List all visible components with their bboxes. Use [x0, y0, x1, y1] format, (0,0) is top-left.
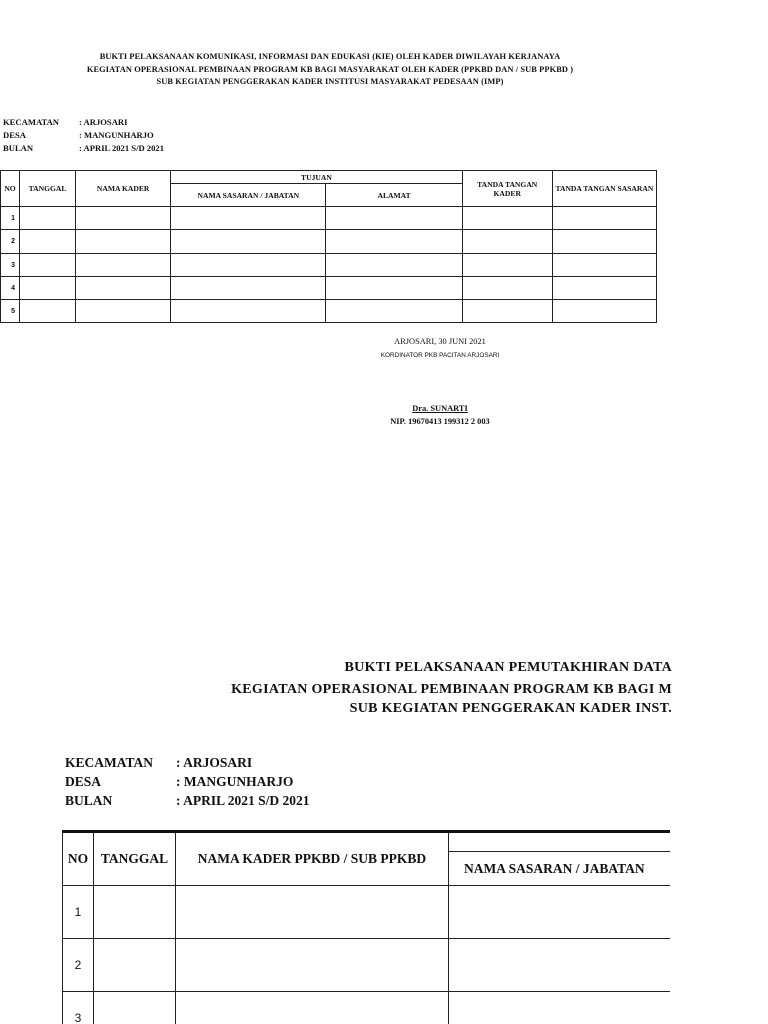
doc2-table-wrapper	[62, 830, 670, 1024]
table-row	[1, 254, 657, 277]
doc1-title	[0, 51, 660, 89]
table-row	[1, 230, 657, 254]
doc1-kecamatan-label: KECAMATAN	[3, 117, 60, 127]
cell-nama-sasaran[interactable]	[171, 254, 326, 277]
doc1-col-nama-sasaran: NAMA SASARAN / JABATAN	[171, 184, 326, 207]
row-number: 5	[1, 300, 20, 323]
doc1-bulan-value: : APRIL 2021 S/D 2021	[79, 143, 164, 153]
row-number: 4	[1, 277, 20, 300]
doc1-col-tanggal: TANGGAL	[20, 171, 76, 207]
cell-alamat[interactable]	[326, 300, 462, 323]
doc2-kecamatan-value: : ARJOSARI	[176, 755, 253, 770]
doc2-col-nama-kader: NAMA KADER PPKBD / SUB PPKBD	[176, 832, 449, 886]
doc2-desa-label: DESA	[65, 774, 102, 789]
cell-nama-sasaran[interactable]	[171, 277, 326, 300]
cell-nama-kader[interactable]	[76, 254, 171, 277]
cell-tanggal[interactable]	[94, 886, 176, 939]
doc1-info-block	[3, 116, 164, 155]
cell-ttd-sasaran[interactable]	[552, 254, 656, 277]
doc1-table	[0, 170, 657, 323]
doc2-info-block	[65, 753, 310, 810]
doc1-sign-place-date: ARJOSARI, 30 JUNI 2021	[394, 337, 486, 346]
cell-alamat[interactable]	[326, 230, 462, 254]
table-row	[1, 277, 657, 300]
cell-tanggal[interactable]	[20, 300, 76, 323]
row-number: 3	[63, 992, 94, 1024]
cell-ttd-kader[interactable]	[462, 207, 552, 230]
doc1-sign-role: KORDINATOR PKB PACITAN ARJOSARI	[380, 352, 500, 359]
doc1-title-line-2: KEGIATAN OPERASIONAL PEMBINAAN PROGRAM KB BAGI MASYARAKAT OLEH KADER (PPKBD DAN / SUB PPKBD )	[86, 64, 574, 74]
cell-tanggal[interactable]	[20, 277, 76, 300]
cell-ttd-kader[interactable]	[462, 300, 552, 323]
doc1-sign-nip: NIP. 19670413 199312 2 003	[390, 417, 490, 426]
doc2-table	[62, 830, 670, 1024]
doc1-col-no: NO	[1, 171, 20, 207]
table-row	[63, 886, 671, 939]
doc2-title-line-3: SUB KEGIATAN PENGGERAKAN KADER INST.	[349, 701, 672, 716]
cell-alamat[interactable]	[326, 254, 462, 277]
doc1-col-ttd-kader: TANDA TANGAN KADER	[462, 171, 552, 207]
cell-ttd-sasaran[interactable]	[552, 230, 656, 254]
cell-nama-kader[interactable]	[76, 207, 171, 230]
doc2-bulan-label: BULAN	[65, 793, 113, 808]
cell-alamat[interactable]	[326, 277, 462, 300]
cell-nama-sasaran[interactable]	[171, 300, 326, 323]
doc1-kecamatan-value: : ARJOSARI	[79, 117, 128, 127]
row-number: 2	[63, 939, 94, 992]
doc2-title-line-1: BUKTI PELAKSANAAN PEMUTAKHIRAN DATA	[344, 660, 672, 675]
doc1-col-alamat: ALAMAT	[326, 184, 462, 207]
cell-tanggal[interactable]	[20, 207, 76, 230]
cell-nama-kader[interactable]	[76, 277, 171, 300]
cell-tanggal[interactable]	[20, 254, 76, 277]
doc1-title-line-1: BUKTI PELAKSANAAN KOMUNIKASI, INFORMASI DAN EDUKASI (KIE) OLEH KADER DIWILAYAH KERJANAYA	[99, 52, 561, 61]
table-row	[1, 300, 657, 323]
doc2-col-no: NO	[63, 832, 94, 886]
doc1-col-tujuan: TUJUAN	[171, 171, 462, 184]
cell-ttd-sasaran[interactable]	[552, 207, 656, 230]
table-row	[63, 992, 671, 1024]
doc2-col-nama-sasaran: NAMA SASARAN / JABATAN	[449, 852, 671, 886]
cell-nama-sasaran[interactable]	[171, 207, 326, 230]
cell-ttd-sasaran[interactable]	[552, 277, 656, 300]
cell-nama-kader[interactable]	[76, 230, 171, 254]
cell-tanggal[interactable]	[20, 230, 76, 254]
cell-nama-sasaran[interactable]	[449, 886, 671, 939]
doc1-desa-value: : MANGUNHARJO	[79, 130, 154, 140]
doc2-bulan-value: : APRIL 2021 S/D 2021	[176, 793, 310, 808]
doc1-col-nama-kader: NAMA KADER	[76, 171, 171, 207]
doc2-kecamatan-label: KECAMATAN	[65, 755, 153, 770]
cell-ttd-kader[interactable]	[462, 277, 552, 300]
cell-ttd-sasaran[interactable]	[552, 300, 656, 323]
cell-tanggal[interactable]	[94, 992, 176, 1024]
cell-nama-sasaran[interactable]	[449, 939, 671, 992]
cell-nama-sasaran[interactable]	[171, 230, 326, 254]
row-number: 3	[1, 254, 20, 277]
cell-nama-kader[interactable]	[176, 939, 449, 992]
doc1-col-ttd-sasaran: TANDA TANGAN SASARAN	[552, 171, 656, 207]
doc1-desa-label: DESA	[3, 130, 26, 140]
doc2-col-tujuan-blank	[449, 832, 671, 852]
cell-nama-kader[interactable]	[176, 886, 449, 939]
cell-tanggal[interactable]	[94, 939, 176, 992]
table-row	[1, 207, 657, 230]
cell-nama-kader[interactable]	[176, 992, 449, 1024]
row-number: 1	[1, 207, 20, 230]
doc2-col-tanggal: TANGGAL	[94, 832, 176, 886]
doc1-bulan-label: BULAN	[3, 143, 34, 153]
row-number: 1	[63, 886, 94, 939]
cell-ttd-kader[interactable]	[462, 254, 552, 277]
cell-ttd-kader[interactable]	[462, 230, 552, 254]
cell-nama-sasaran[interactable]	[449, 992, 671, 1024]
cell-nama-kader[interactable]	[76, 300, 171, 323]
doc2-desa-value: : MANGUNHARJO	[176, 774, 294, 789]
doc2-title-line-2: KEGIATAN OPERASIONAL PEMBINAAN PROGRAM KB BAGI M	[231, 682, 672, 697]
row-number: 2	[1, 230, 20, 254]
cell-alamat[interactable]	[326, 207, 462, 230]
doc1-title-line-3: SUB KEGIATAN PENGGERAKAN KADER INSTITUSI MASYARAKAT PEDESAAN (IMP)	[156, 77, 504, 86]
table-row	[63, 939, 671, 992]
doc1-sign-name: Dra. SUNARTI	[412, 404, 468, 413]
